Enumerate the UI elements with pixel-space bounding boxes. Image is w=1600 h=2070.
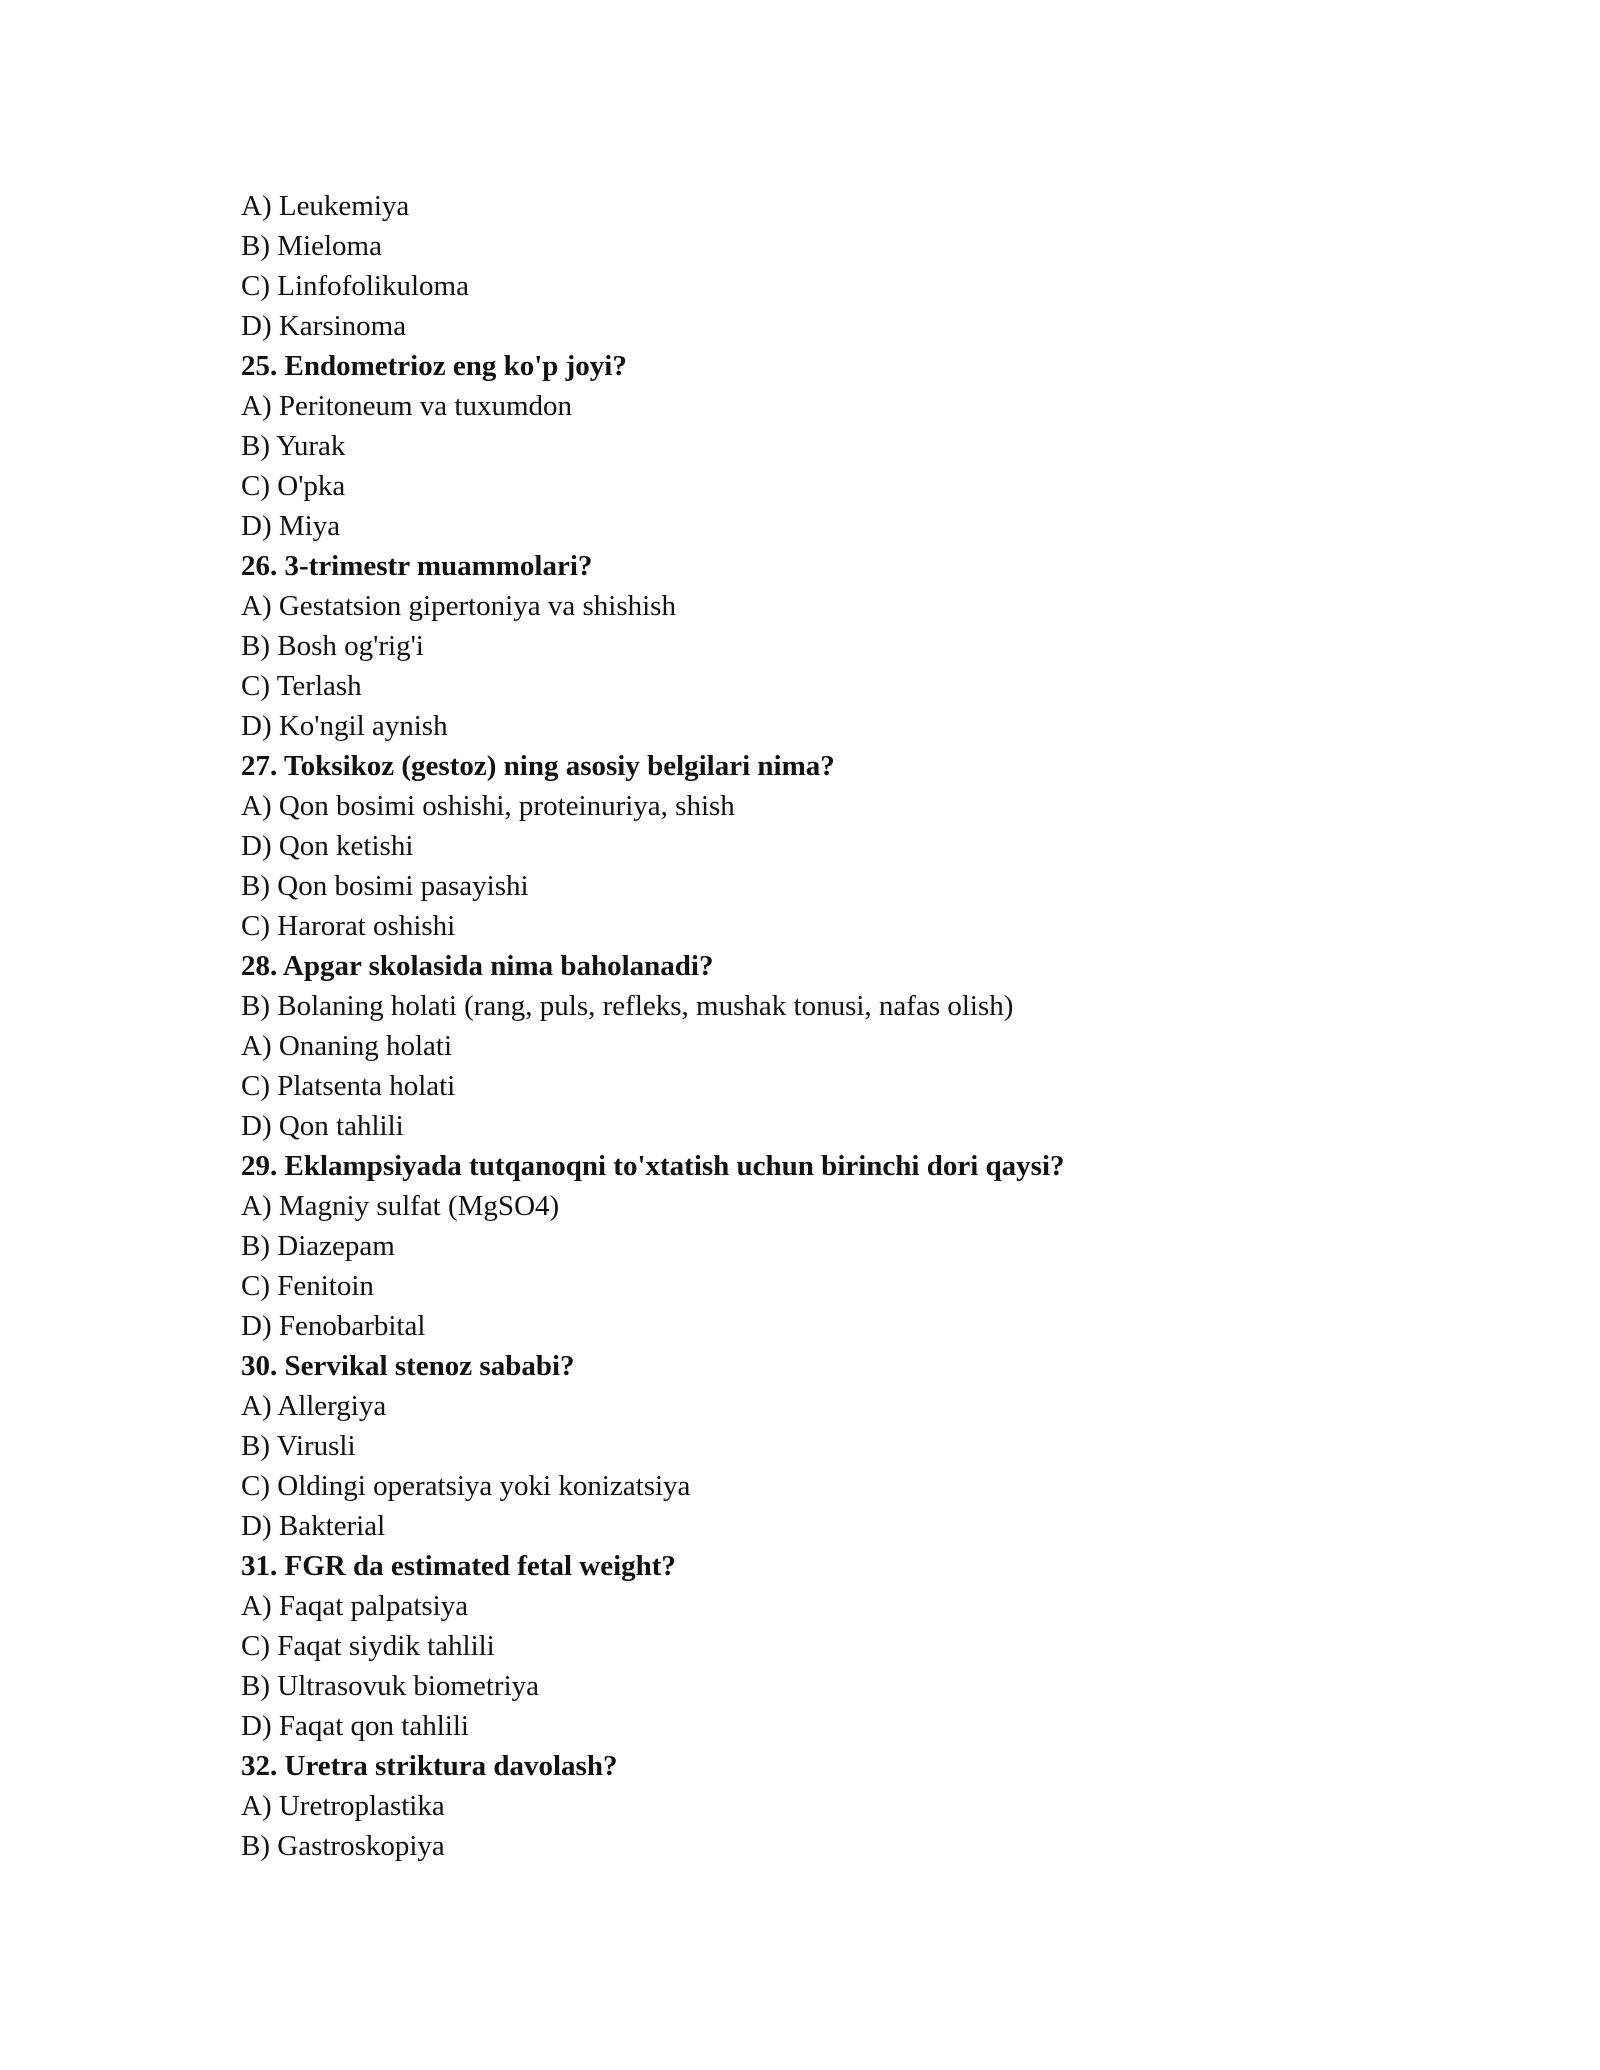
- question-title: 25. Endometrioz eng ko'p joyi?: [241, 350, 627, 382]
- question-title: 30. Servikal stenoz sababi?: [241, 1350, 575, 1382]
- answer-option: C) Faqat siydik tahlili: [241, 1630, 495, 1662]
- answer-option: C) Platsenta holati: [241, 1070, 456, 1102]
- answer-option: A) Gestatsion gipertoniya va shishish: [241, 590, 676, 622]
- answer-option: C) Fenitoin: [241, 1270, 374, 1302]
- answer-option: D) Ko'ngil aynish: [241, 710, 448, 742]
- answer-option: A) Qon bosimi oshishi, proteinuriya, shish: [241, 790, 735, 822]
- answer-option: B) Yurak: [241, 430, 346, 462]
- answer-option: A) Uretroplastika: [241, 1790, 445, 1822]
- question-title: 31. FGR da estimated fetal weight?: [241, 1550, 676, 1582]
- answer-option: A) Leukemiya: [241, 190, 410, 222]
- question-list: [241, 186, 1441, 1866]
- answer-option: B) Qon bosimi pasayishi: [241, 870, 529, 902]
- answer-option: D) Faqat qon tahlili: [241, 1710, 469, 1742]
- answer-option: D) Qon ketishi: [241, 830, 414, 862]
- answer-option: A) Faqat palpatsiya: [241, 1590, 469, 1622]
- answer-option: B) Mieloma: [241, 230, 382, 262]
- answer-option: B) Ultrasovuk biometriya: [241, 1670, 540, 1702]
- answer-option: B) Bosh og'rig'i: [241, 630, 424, 662]
- answer-option: C) Harorat oshishi: [241, 910, 456, 942]
- answer-option: B) Gastroskopiya: [241, 1830, 445, 1862]
- answer-option: A) Peritoneum va tuxumdon: [241, 390, 573, 422]
- answer-option: D) Bakterial: [241, 1510, 386, 1542]
- answer-option: A) Allergiya: [241, 1390, 387, 1422]
- answer-option: A) Magniy sulfat (MgSO4): [241, 1190, 560, 1222]
- question-title: 27. Toksikoz (gestoz) ning asosiy belgilari nima?: [241, 750, 835, 782]
- answer-option: C) O'pka: [241, 470, 346, 502]
- answer-option: D) Karsinoma: [241, 310, 407, 342]
- answer-option: D) Miya: [241, 510, 341, 542]
- answer-option: D) Qon tahlili: [241, 1110, 404, 1142]
- answer-option: A) Onaning holati: [241, 1030, 453, 1062]
- answer-option: C) Linfofolikuloma: [241, 270, 469, 302]
- question-title: 29. Eklampsiyada tutqanoqni to'xtatish uchun birinchi dori qaysi?: [241, 1150, 1065, 1182]
- answer-option: B) Diazepam: [241, 1230, 395, 1262]
- answer-option: D) Fenobarbital: [241, 1310, 426, 1342]
- answer-option: B) Bolaning holati (rang, puls, refleks, mushak tonusi, nafas olish): [241, 990, 1014, 1022]
- question-title: 28. Apgar skolasida nima baholanadi?: [241, 950, 714, 982]
- answer-option: B) Virusli: [241, 1430, 356, 1462]
- question-title: 26. 3-trimestr muammolari?: [241, 550, 593, 582]
- answer-option: C) Oldingi operatsiya yoki konizatsiya: [241, 1470, 691, 1502]
- answer-option: C) Terlash: [241, 670, 362, 702]
- question-title: 32. Uretra striktura davolash?: [241, 1750, 618, 1782]
